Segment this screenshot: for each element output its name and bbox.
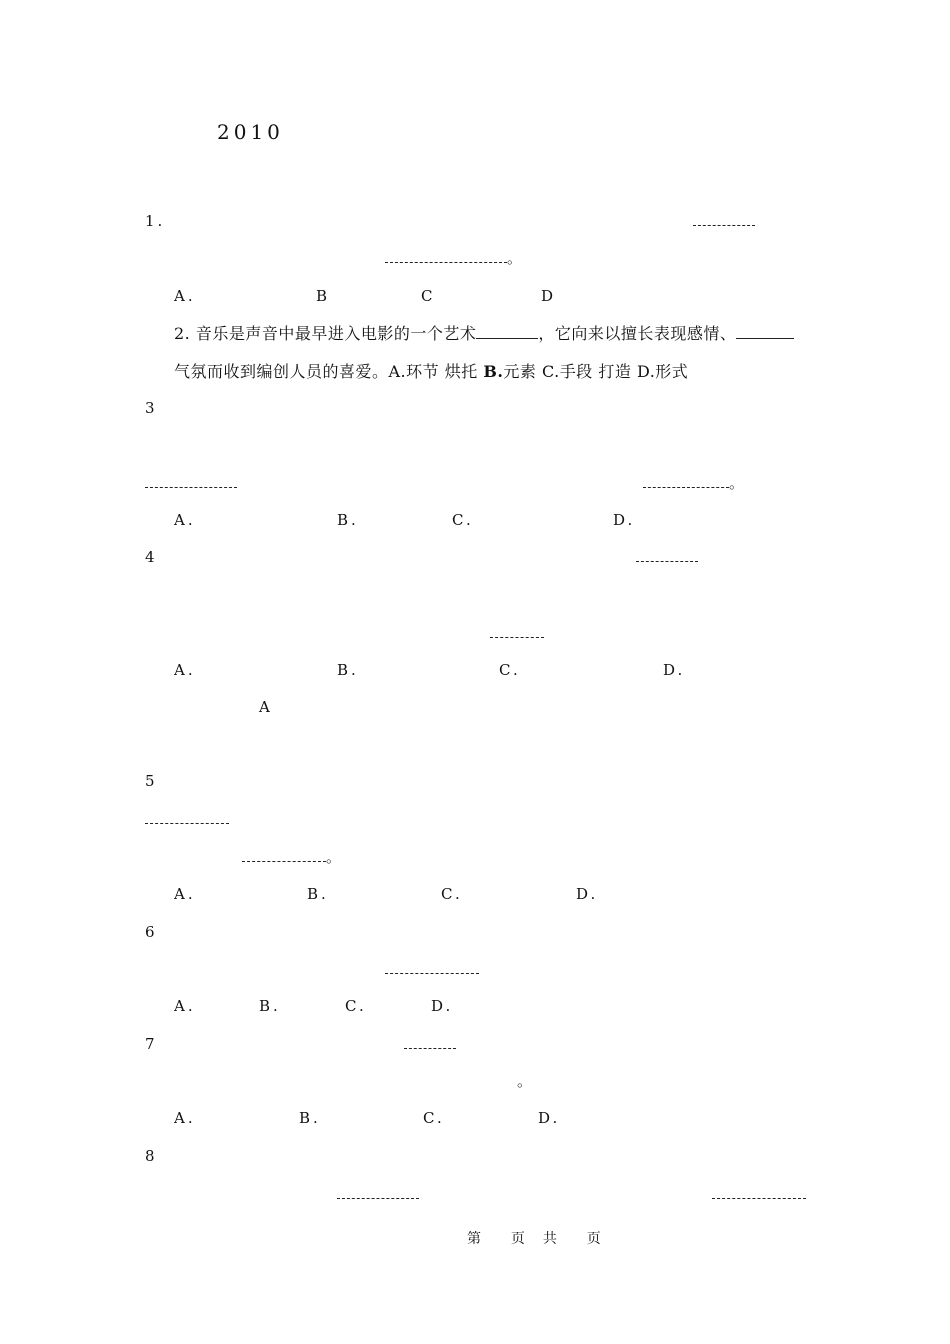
question-5-line-3 bbox=[242, 847, 344, 867]
footer-page-mid: 页 bbox=[510, 1231, 526, 1247]
question-1-option-b: B bbox=[316, 287, 331, 305]
question-5-option-d: D. bbox=[576, 885, 599, 903]
question-2-option-b-label: B. bbox=[483, 362, 504, 381]
question-3-line-3-right bbox=[643, 473, 747, 493]
footer-page-label: 第 bbox=[467, 1231, 482, 1247]
question-5-line-2 bbox=[145, 809, 229, 829]
question-4-option-b: B. bbox=[337, 661, 359, 679]
question-2-blank-2 bbox=[736, 326, 794, 339]
question-8-blank-2 bbox=[712, 1186, 806, 1199]
question-4-blank-2 bbox=[490, 625, 544, 638]
question-3-number: 3 bbox=[145, 399, 158, 417]
question-7-option-b: B. bbox=[299, 1109, 321, 1127]
question-2-number: 2. bbox=[174, 324, 191, 343]
question-3-blank-2 bbox=[643, 475, 729, 488]
question-1-blank-1 bbox=[693, 213, 755, 226]
question-5-option-c: C. bbox=[441, 885, 463, 903]
question-2-text-1b: ，它向来以擅长表现感情、 bbox=[538, 324, 737, 343]
question-4-option-c: C. bbox=[499, 661, 521, 679]
question-7-number: 7 bbox=[145, 1035, 158, 1053]
question-3-line-3 bbox=[145, 473, 237, 493]
question-3-option-d: D. bbox=[613, 511, 636, 529]
question-4-line-1-blank bbox=[636, 547, 698, 567]
question-3-blank-1 bbox=[145, 475, 237, 488]
question-7-blank-1 bbox=[404, 1036, 456, 1049]
question-7-line-2-end: 。 bbox=[517, 1072, 536, 1090]
question-6-option-a: A. bbox=[174, 997, 196, 1015]
question-4-line-3-blank bbox=[490, 623, 544, 643]
question-4-note-a: A bbox=[259, 698, 273, 716]
question-1-blank-2 bbox=[385, 250, 507, 263]
page-footer bbox=[467, 1229, 602, 1249]
question-5-line-3-end: 。 bbox=[326, 848, 345, 866]
question-3-option-c: C. bbox=[452, 511, 474, 529]
title-year: 2010 bbox=[217, 120, 284, 144]
question-6-option-b: B. bbox=[259, 997, 281, 1015]
question-2-text-2a: 气氛而收到编创人员的喜爱。A.环节 烘托 bbox=[174, 362, 484, 381]
footer-total-label: 共 bbox=[542, 1231, 558, 1247]
question-4-option-a: A. bbox=[174, 661, 196, 679]
footer-total-end: 页 bbox=[586, 1231, 602, 1247]
question-5-blank-2 bbox=[242, 849, 326, 862]
question-6-number: 6 bbox=[145, 923, 158, 941]
question-1-line-2 bbox=[385, 248, 525, 268]
question-8-line-2-blank-1 bbox=[337, 1184, 419, 1204]
question-3-option-a: A. bbox=[174, 511, 196, 529]
question-5-blank-1 bbox=[145, 811, 229, 824]
question-6-option-c: C. bbox=[345, 997, 367, 1015]
question-8-line-2-blank-2 bbox=[712, 1184, 806, 1204]
question-7-option-d: D. bbox=[538, 1109, 561, 1127]
question-2-text-2c: 元素 C.手段 打造 D.形式 bbox=[503, 362, 689, 381]
question-1-line-1 bbox=[145, 211, 755, 231]
question-3-line-3-end: 。 bbox=[729, 474, 748, 492]
question-2-line-1 bbox=[174, 324, 794, 344]
question-1-option-a: A. bbox=[174, 287, 196, 305]
question-1-number: 1. bbox=[145, 212, 166, 230]
question-2-line-2 bbox=[174, 362, 688, 382]
question-1-options bbox=[174, 286, 196, 306]
question-4-number: 4 bbox=[145, 548, 158, 566]
question-8-blank-1 bbox=[337, 1186, 419, 1199]
question-1-option-d: D bbox=[541, 287, 557, 305]
question-5-option-a: A. bbox=[174, 885, 196, 903]
question-7-line-1-blank bbox=[404, 1034, 456, 1054]
question-4-blank-1 bbox=[636, 549, 698, 562]
question-6-line-2-blank bbox=[385, 959, 479, 979]
question-1-option-c: C bbox=[421, 287, 436, 305]
question-6-blank-1 bbox=[385, 961, 479, 974]
question-6-option-d: D. bbox=[431, 997, 454, 1015]
question-7-option-a: A. bbox=[174, 1109, 196, 1127]
question-8-number: 8 bbox=[145, 1147, 158, 1165]
question-4-option-d: D. bbox=[663, 661, 686, 679]
question-7-option-c: C. bbox=[423, 1109, 445, 1127]
question-2-blank-1 bbox=[476, 326, 538, 339]
question-2-text-1a: 音乐是声音中最早进入电影的一个艺术 bbox=[195, 324, 477, 343]
question-5-number: 5 bbox=[145, 772, 158, 790]
question-5-option-b: B. bbox=[307, 885, 329, 903]
page-title bbox=[217, 122, 284, 142]
question-3-option-b: B. bbox=[337, 511, 359, 529]
question-1-line-2-end: 。 bbox=[507, 249, 526, 267]
